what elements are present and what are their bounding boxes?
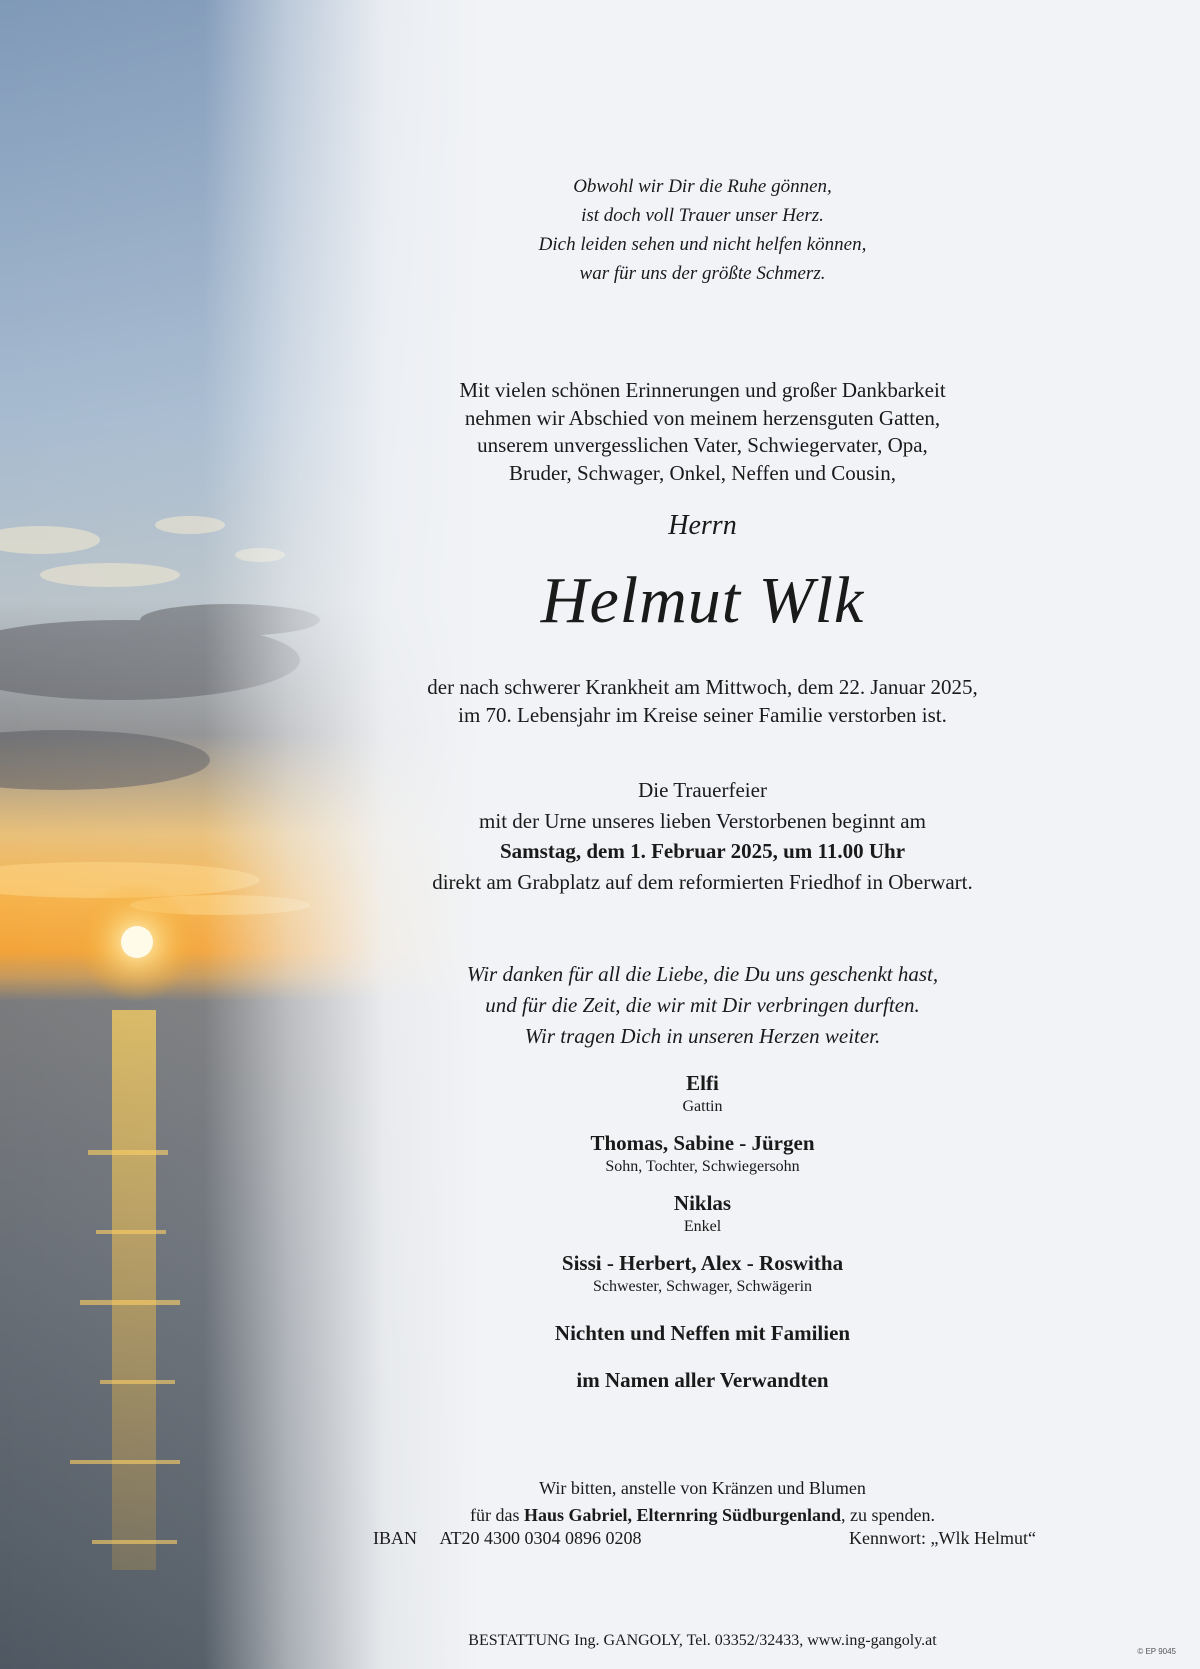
iban-label: IBAN — [373, 1528, 417, 1548]
mourner-group: Nichten und Neffen mit Familien — [554, 1321, 851, 1345]
mourner-relation: Gattin — [682, 1098, 723, 1115]
intro-line: unserem unvergesslichen Vater, Schwiegervater, Opa, — [477, 433, 928, 457]
mourner-relation: Sohn, Tochter, Schwiegersohn — [605, 1158, 800, 1175]
thanks-line: Wir tragen Dich in unseren Herzen weiter. — [524, 1024, 881, 1048]
mourner-relation: Schwester, Schwager, Schwägerin — [592, 1278, 813, 1295]
death-line: im 70. Lebensjahr im Kreise seiner Familie verstorben ist. — [458, 703, 947, 727]
thanks-line: Wir danken für all die Liebe, die Du uns geschenkt hast, — [466, 962, 939, 986]
donation-organization: Haus Gabriel, Elternring Südburgenland — [523, 1505, 842, 1525]
mourners-list — [370, 1070, 1035, 1394]
iban-number: AT20 4300 0304 0896 0208 — [439, 1528, 642, 1548]
mourner-name: Sissi - Herbert, Alex - Roswitha — [561, 1251, 844, 1275]
donation-line: Wir bitten, anstelle von Kränzen und Blumen — [539, 1478, 866, 1498]
mourner-group: im Namen aller Verwandten — [576, 1368, 829, 1392]
donation-line — [370, 1502, 1035, 1529]
print-code: © EP 9045 — [1137, 1647, 1176, 1656]
donation-prefix: für das — [469, 1505, 524, 1525]
mourner-name: Thomas, Sabine - Jürgen — [590, 1131, 815, 1155]
mourner-name: Niklas — [673, 1191, 732, 1215]
death-notice — [370, 673, 1035, 729]
iban — [373, 1528, 642, 1549]
poem-line: Obwohl wir Dir die Ruhe gönnen, — [573, 176, 832, 197]
intro-line: nehmen wir Abschied von meinem herzensguten Gatten, — [464, 405, 941, 430]
intro-line: Bruder, Schwager, Onkel, Neffen und Cousin, — [509, 460, 896, 485]
intro-text — [370, 377, 1035, 487]
thanks-line: und für die Zeit, die wir mit Dir verbringen durften. — [485, 993, 920, 1017]
death-line: der nach schwerer Krankheit am Mittwoch, dem 22. Januar 2025, — [427, 675, 978, 699]
mourner-name: Elfi — [686, 1071, 719, 1095]
funeral-service-info — [370, 775, 1035, 897]
funeral-home-footer: BESTATTUNG Ing. GANGOLY, Tel. 03352/32433, www.ing-gangoly.at — [468, 1632, 937, 1649]
salutation: Herrn — [668, 510, 737, 541]
service-location: direkt am Grabplatz auf dem reformierten Friedhof in Oberwart. — [432, 869, 973, 894]
intro-line: Mit vielen schönen Erinnerungen und großer Dankbarkeit — [459, 378, 946, 402]
service-datetime: Samstag, dem 1. Februar 2025, um 11.00 Uhr — [499, 839, 906, 863]
deceased-name: Helmut Wlk — [540, 564, 865, 637]
thanks-text — [370, 959, 1035, 1052]
poem-line: war für uns der größte Schmerz. — [579, 263, 826, 284]
donation-request — [370, 1475, 1035, 1529]
service-line: Die Trauerfeier — [638, 778, 767, 802]
donation-suffix: , zu spenden. — [841, 1505, 936, 1525]
poem-line: ist doch voll Trauer unser Herz. — [581, 205, 824, 226]
poem-line: Dich leiden sehen und nicht helfen können, — [538, 234, 867, 255]
service-line: mit der Urne unseres lieben Verstorbenen beginnt am — [479, 808, 926, 833]
donation-keyword: Kennwort: „Wlk Helmut“ — [849, 1528, 1036, 1548]
mourner-relation: Enkel — [683, 1218, 722, 1235]
opening-poem — [370, 172, 1035, 288]
